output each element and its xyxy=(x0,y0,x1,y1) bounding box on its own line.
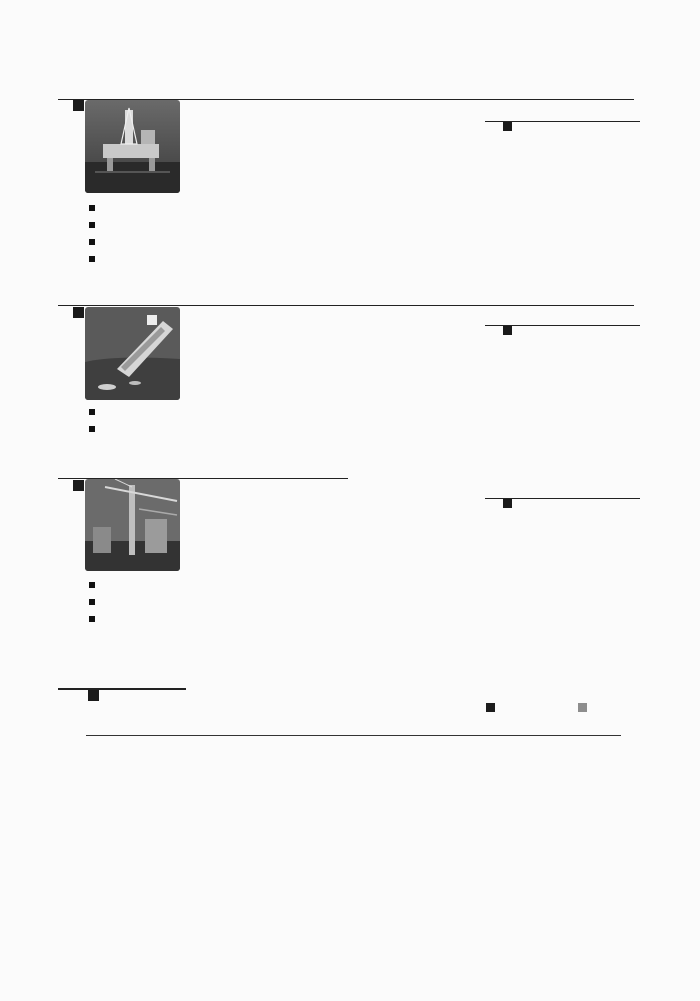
bullet-square-icon xyxy=(89,599,95,605)
bullet-square-icon xyxy=(89,409,95,415)
section-marker xyxy=(73,307,84,318)
list-item xyxy=(89,594,102,611)
list-item xyxy=(89,217,102,234)
list-item xyxy=(89,404,102,421)
bullet-square-icon xyxy=(89,582,95,588)
drilling-rig-photo xyxy=(85,100,180,193)
bullet-square-icon xyxy=(89,616,95,622)
list-item xyxy=(89,611,102,628)
section-divider xyxy=(58,688,186,690)
legend-fixed-contract-swatch xyxy=(486,703,495,712)
section-divider xyxy=(58,305,634,306)
bullet-list-engineering xyxy=(89,577,102,627)
list-item xyxy=(89,200,102,217)
bullet-square-icon xyxy=(89,205,95,211)
header-rule xyxy=(86,735,621,736)
chart-offshore xyxy=(484,128,644,256)
tanker-ship-photo xyxy=(85,307,180,400)
bullet-square-icon xyxy=(89,426,95,432)
list-item xyxy=(89,577,102,594)
bullet-list-floating-production xyxy=(89,404,102,438)
chart-engineering xyxy=(484,505,644,631)
list-item xyxy=(89,421,102,438)
bullet-square-icon xyxy=(89,239,95,245)
chart-floating-production xyxy=(484,334,644,460)
section-marker xyxy=(73,100,84,111)
bullet-square-icon xyxy=(89,256,95,262)
bullet-list-offshore xyxy=(89,200,102,267)
section-marker xyxy=(73,480,84,491)
legend-option-swatch xyxy=(578,703,587,712)
construction-crane-photo xyxy=(85,479,180,571)
list-item xyxy=(89,250,102,267)
list-item xyxy=(89,234,102,251)
bullet-square-icon xyxy=(89,222,95,228)
section-marker xyxy=(88,690,99,701)
